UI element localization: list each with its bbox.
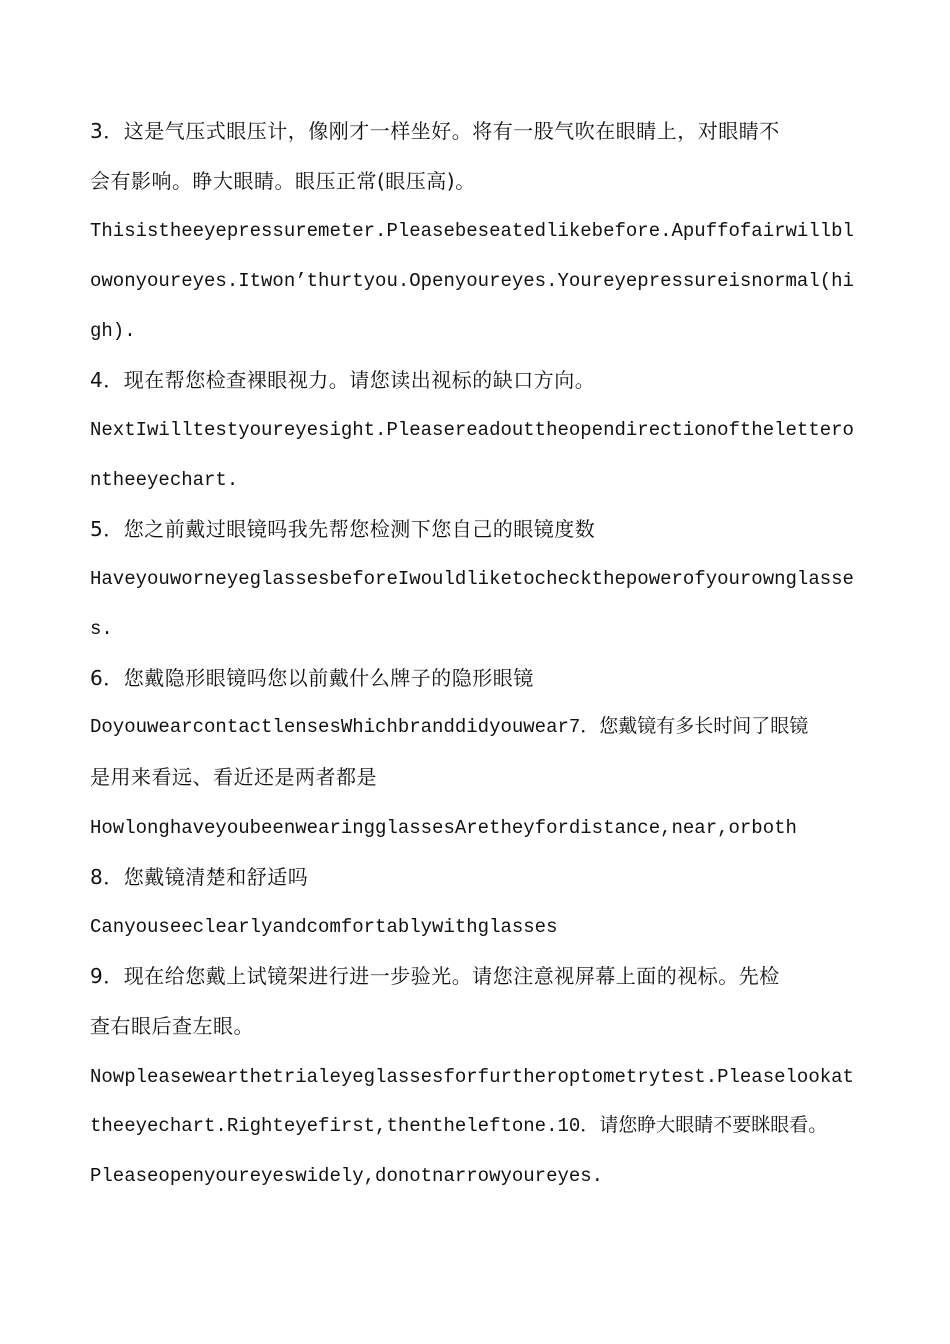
text-line: ntheeyechart. (90, 469, 239, 491)
text-line: theeyechart.Righteyefirst,thentheleftone.10．请您睁大眼睛不要眯眼看。 (90, 1115, 828, 1137)
text-line: Pleaseopenyoureyeswidely,donotnarrowyoureyes. (90, 1165, 604, 1187)
text-line: Canyouseeclearlyandcomfortablywithglasses (90, 916, 558, 938)
text-line: gh). (90, 320, 136, 342)
text-line: owonyoureyes.Itwon’thurtyou.Openyoureyes.Youreyepressureisnormal(hi (90, 270, 854, 292)
text-line: Thisistheeyepressuremeter.Pleasebeseatedlikebefore.Apuffofairwillbl (90, 220, 854, 242)
text-line: HowlonghaveyoubeenwearingglassesAretheyfordistance,near,orboth (90, 817, 797, 839)
text-line: NextIwilltestyoureyesight.Pleasereadouttheopendirectionofthelettero (90, 419, 854, 441)
text-line: Nowpleasewearthetrialeyeglassesforfurtheroptometrytest.Pleaselookat (90, 1066, 854, 1088)
text-line: 4．现在帮您检查裸眼视力。请您读出视标的缺口方向。 (90, 368, 596, 392)
text-line: s. (90, 618, 113, 640)
text-line: 6．您戴隐形眼镜吗您以前戴什么牌子的隐形眼镜 (90, 666, 534, 690)
text-line: HaveyouworneyeglassesbeforeIwouldliketocheckthepowerofyourownglasse (90, 568, 854, 590)
text-line: 3．这是气压式眼压计，像刚才一样坐好。将有一股气吹在眼睛上，对眼睛不 (90, 119, 780, 143)
text-line: 查右眼后查左眼。 (90, 1014, 254, 1038)
text-line: 5．您之前戴过眼镜吗我先帮您检测下您自己的眼镜度数 (90, 517, 596, 541)
text-line: 9．现在给您戴上试镜架进行进一步验光。请您注意视屏幕上面的视标。先检 (90, 964, 780, 988)
text-line: 8．您戴镜清楚和舒适吗 (90, 865, 309, 889)
text-line: 是用来看远、看近还是两者都是 (90, 765, 377, 789)
text-line: 会有影响。睁大眼睛。眼压正常(眼压高)。 (90, 169, 476, 193)
text-line: DoyouwearcontactlensesWhichbranddidyouwear7．您戴镜有多长时间了眼镜 (90, 716, 809, 738)
